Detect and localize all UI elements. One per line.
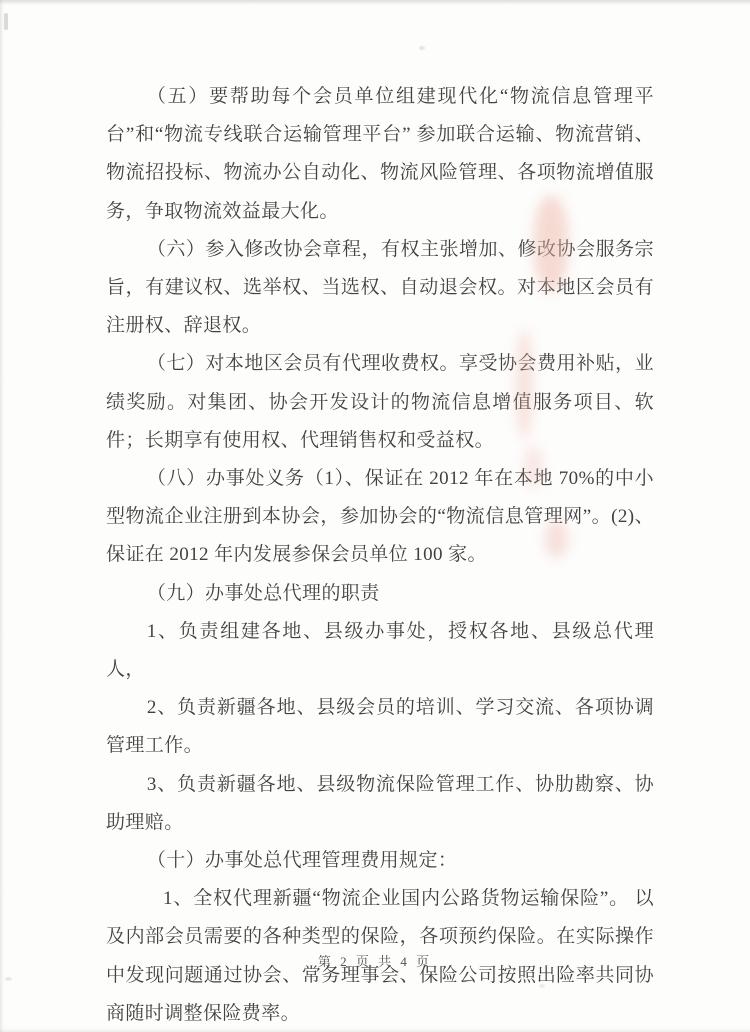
paragraph-9-item-1: 1、负责组建各地、县级办事处，授权各地、县级总代理人， [106,620,654,681]
scan-edge-left [0,0,4,1032]
scan-speck [5,977,12,981]
scan-edge-top [0,0,750,5]
paragraph-9-heading: （九）办事处总代理的职责 [146,582,380,604]
paragraph-9-item-3: 3、负责新疆各地、县级物流保险管理工作、协肋勘察、协助理赔。 [106,773,654,833]
paragraph-10-item-1: 1、全权代理新疆“物流企业国内公路货物运输保险”。 以及内部会员需要的各种类型的保险，各项预约保险。在实际操作中发现问题通过协会、常务理事会、保险公司按照出险率共同协商随时调整保险费率。 [106,888,654,1024]
paragraph-9-item-2: 2、负责新疆各地、县级会员的培训、学习交流、各项协调管理工作。 [106,697,654,757]
scan-speck [419,46,425,50]
paragraph-5: （五）要帮助每个会员单位组建现代化“物流信息管理平台”和“物流专线联合运输管理平台” 参加联合运输、物流营销、物流招投标、物流办公自动化、物流风险管理、各项物流增值服务，争取物流效益最大化。 [106,86,654,222]
document-body [106,78,654,1032]
scan-speck [4,13,8,30]
paragraph-8: （八）办事处义务（1）、保证在 2012 年在本地 70%的中小型物流企业注册到本协会，参加协会的“物流信息管理网”。(2)、保证在 2012 年内发展参保会员单位 100 家。 [106,468,655,566]
paragraph-10-heading: （十）办事处总代理管理费用规定： [146,850,458,872]
paragraph-7: （七）对本地区会员有代理收费权。享受协会费用补贴，业绩奖励。对集团、协会开发设计的物流信息增值服务项目、软件；长期享有使用权、代理销售权和受益权。 [106,353,654,451]
paragraph-6: （六）参入修改协会章程，有权主张增加、修改协会服务宗旨，有建议权、选举权、当选权、自动退会权。对本地区会员有注册权、辞退权。 [106,238,654,337]
page-number-footer: 第 2 页 共 4 页 [317,954,433,969]
